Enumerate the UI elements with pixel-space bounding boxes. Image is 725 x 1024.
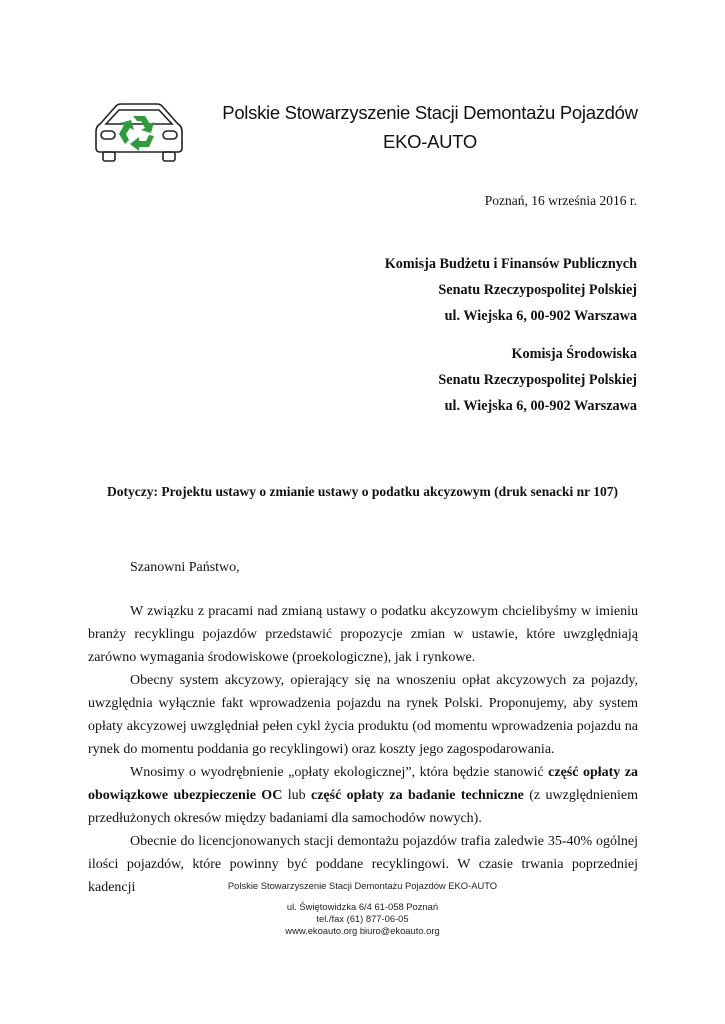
recipient-2-name: Komisja Środowiska	[511, 346, 637, 362]
emphasis-technical-inspection: część opłaty za badanie techniczne	[310, 788, 524, 803]
recipient-1-name: Komisja Budżetu i Finansów Publicznych	[384, 256, 637, 272]
paragraph-1: W związku z pracami nad zmianą ustawy o podatku akcyzowym chcielibyśmy w imieniu branży recyklingu pojazdów przedstawić propozycje zmian w ustawie, które uwzględniają zarówno wymagania środowiskowe (proekologiczne), jak i rynkowe.	[88, 604, 638, 665]
footer-org: Polskie Stowarzyszenie Stacji Demontażu Pojazdów EKO-AUTO	[227, 880, 498, 891]
recipient-1-address: ul. Wiejska 6, 00-902 Warszawa	[444, 308, 637, 324]
footer-street: ul. Świętowidzka 6/4 61-058 Poznań	[286, 901, 439, 912]
emphasis-oc: część opłaty za obowiązkowe ubezpieczenie OC	[88, 765, 638, 803]
org-short-name: EKO-AUTO	[383, 131, 477, 152]
recipient-2-address: ul. Wiejska 6, 00-902 Warszawa	[444, 398, 637, 414]
recipient-2-body: Senatu Rzeczypospolitej Polskiej	[438, 372, 637, 388]
footer-phone: tel./fax (61) 877-06-05	[316, 913, 409, 924]
paragraph-2: Obecny system akcyzowy, opierający się na wnoszeniu opłat akcyzowych za pojazdy, uwzględnia wyłącznie fakt wprowadzenia pojazdu na rynek Polski. Proponujemy, aby system opłaty akcyzowej uwzględniał pełen cykl życia produktu (od momentu wprowadzenia pojazdu na rynek do momentu poddania go recyklingowi) oraz koszty jego zagospodarowania.	[88, 673, 638, 757]
letter-subject: Dotyczy: Projektu ustawy o zmianie ustawy o podatku akcyzowym (druk senacki nr 107)	[106, 484, 618, 499]
letter-body	[88, 600, 638, 899]
paragraph-3: Wnosimy o wyodrębnienie „opłaty ekologicznej”, która będzie stanowić część opłaty za obowiązkowe ubezpieczenie OC lub część opłaty za badanie techniczne (z uwzględnieniem przedłużonych okresów między badaniami dla samochodów nowych).	[88, 765, 639, 826]
recipient-1-body: Senatu Rzeczypospolitej Polskiej	[438, 282, 637, 298]
letter-date: Poznań, 16 września 2016 r.	[484, 193, 637, 208]
footer-web: www.ekoauto.org biuro@ekoauto.org	[285, 925, 440, 936]
salutation: Szanowni Państwo,	[130, 560, 240, 575]
org-name: Polskie Stowarzyszenie Stacji Demontażu Pojazdów	[222, 102, 638, 123]
paragraph-4: Obecnie do licencjonowanych stacji demontażu pojazdów trafia zaledwie 35-40% ogólnej ilości pojazdów, które powinny być poddane recyklingowi. W czasie trwania poprzedniej kadencji	[88, 834, 638, 895]
